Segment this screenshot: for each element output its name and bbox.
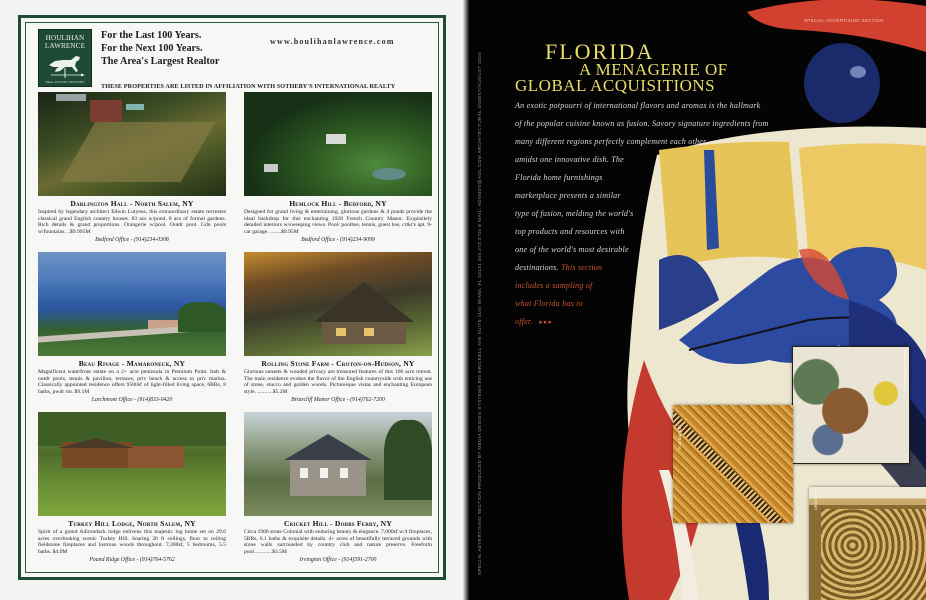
intro-line	[515, 313, 815, 331]
intro-line: many different regions perfectly complement each other	[515, 137, 707, 146]
listing-title: Beau Rivage - Mamaroneck, NY	[78, 359, 186, 368]
intro-highlight: offer.	[515, 317, 533, 326]
intro-paragraph	[515, 97, 815, 331]
listing-photo	[38, 252, 226, 356]
inset-label-mosaic: TILE MARKET	[678, 424, 682, 450]
logo-line-2: LAWRENCE	[44, 41, 86, 50]
right-page-editorial	[469, 0, 926, 600]
listing-description: Glorious sunsets & wooded privacy are treasured features of this 106 acre retreat. The main residence evokes the flavor of the English countryside with enticing use of stone, stucco and golden woods. Picturesque vistas and enchanting European style. ...........$5.2M	[244, 369, 432, 396]
tagline	[101, 29, 219, 68]
website-link[interactable]: www.houlihanlawrence.com	[270, 37, 395, 46]
intro-line: one of the world's most desirable	[515, 245, 629, 254]
vertical-credit-line: SPECIAL ADVERTISING SECTION PRODUCED BY MEDIA DESIGN SYSTEMS 800 BRICKELL AVE SUITE 1100 MIAMI, FL 33131 305.373.3700 E MAIL: ADSMDS@AOL.COM ARCHITECTURAL DIGEST/AUGUST 2000	[477, 52, 482, 575]
intro-highlight: what Florida has to	[515, 299, 583, 308]
listing-photo	[244, 92, 432, 196]
listing-office: Larchmont Office - (914)833-0420	[91, 396, 173, 403]
listing-office: Pound Ridge Office - (914)764-5762	[89, 556, 175, 563]
listing-photo	[38, 412, 226, 516]
continue-arrows-icon: ▸▸▸	[539, 318, 553, 326]
listing-description: Inspired by legendary architect Edwin Lutyens, this extraordinary estate recreates classical grand English country houses. 83 acs w/pond, 8 acs of formal gardens. Rich details & grand proportions. Orangerie w/pool. Outdr pool. Gdn pools w/fountains. ..$9.995M	[38, 209, 226, 236]
intro-line	[515, 259, 815, 277]
listing-office: Briarcliff Manor Office - (914)762-7200	[291, 396, 385, 403]
heading-global-acquisitions: GLOBAL ACQUISITIONS	[515, 76, 716, 95]
logo-line-1: HOULIHAN	[45, 34, 85, 42]
listing-title: Turkey Hill Lodge, North Salem, NY	[68, 519, 196, 528]
intro-highlight: includes a sampling of	[515, 281, 593, 290]
affiliation-notice: THESE PROPERTIES ARE LISTED IN AFFILIATION WITH SOTHEBY'S INTERNATIONAL REALTY	[101, 83, 396, 90]
horse-weathervane-icon	[43, 51, 87, 79]
listing-office: Irvington Office - (914)591-2700	[299, 556, 377, 563]
intro-text: destinations.	[515, 263, 559, 272]
listing-title: Darlington Hall - North Salem, NY	[70, 199, 194, 208]
listing-card	[38, 412, 226, 563]
inset-label-frame: ORNATE	[814, 494, 818, 510]
tagline-line-2: For the Next 100 Years.	[101, 43, 203, 54]
intro-line: An exotic potpourri of international flavors and aromas is the hallmark	[515, 101, 761, 110]
intro-line: type of fusion, melding the world's	[515, 209, 634, 218]
intro-line: amidst one innovative dish. The	[515, 155, 624, 164]
ad-frame-inner	[25, 22, 439, 573]
listing-description: Circa 1900 stone Colonial with enduring beauty & elegance. 7,000sf w/4 fireplaces, 5BRs, 6.1 baths & exquisite details. 4+ acres of beautifully terraced grounds with stone walls surrounded by country club and nature preserve. Freeform pool.............$3.5M	[244, 529, 432, 556]
listing-card	[244, 252, 432, 403]
listing-title: Hemlock Hill - Bedford, NY	[289, 199, 387, 208]
listing-photo	[244, 252, 432, 356]
inset-ornate-frame-photo	[809, 487, 926, 600]
heading-florida: FLORIDA	[545, 39, 655, 64]
listing-card	[38, 252, 226, 403]
inset-fabric-photo	[792, 346, 910, 464]
inset-mosaic-photo	[673, 405, 793, 523]
listing-description: Designed for grand living & entertaining, glorious gardens & 4 ponds provide the ideal backdrop for this enchanting 1928 French Country Manor. Exquisitely detailed interiors w/sweeping views. Pool/ poolhse, tennis, guest hse, crtkr's apt. 9-car garage. ........$9.95M	[244, 209, 432, 236]
listing-card	[244, 412, 432, 563]
listing-description: Spirit of a grand Adirondack lodge enlivens this majestic log home set on 29.6 acres overlooking scenic Turkey Hill. Soaring 26 ft ceilings, floor to ceiling fieldstone fireplaces and lustrous woods throughout. 7,300sf, 5 bedrooms, 5.5 baths. $4.9M	[38, 529, 226, 556]
houlihan-lawrence-logo	[38, 29, 92, 87]
heading-menagerie: A MENAGERIE OF	[579, 60, 728, 79]
listing-description: Magnificent waterfront estate on a 2+ acre peninsula in Premium Point. Indr & outdr pools, tennis & pavilion, terraces, priv beach & access to priv marina. Classically appointed residence offers 9500sf of light-filled living space, 6BRs, 8 baths, pwdr rm. $9.1M	[38, 369, 226, 396]
special-advertising-label: SPECIAL ADVERTISING SECTION	[804, 18, 884, 23]
listing-title: Cricket Hill - Dobbs Ferry, NY	[283, 519, 393, 528]
ad-frame	[18, 15, 446, 580]
listing-card	[38, 92, 226, 243]
listing-card	[244, 92, 432, 243]
listing-office: Bedford Office - (914)234-0308	[95, 236, 169, 243]
logo-text	[39, 30, 91, 50]
intro-highlight: This section	[558, 263, 603, 272]
tagline-line-1: For the Last 100 Years.	[101, 30, 202, 41]
intro-line: top products and resources with	[515, 227, 625, 236]
intro-line: of the popular cuisine known as fusion. Savory signature ingredients from	[515, 119, 769, 128]
listing-photo	[244, 412, 432, 516]
logo-subtitle: REAL ESTATE CENTERS	[45, 80, 85, 84]
listing-photo	[38, 92, 226, 196]
intro-line: Florida home furnishings	[515, 173, 603, 182]
listing-title: Rolling Stone Farm - Croton-on-Hudson, NY	[261, 359, 415, 368]
listing-office: Bedford Office - (914)234-9099	[301, 236, 375, 243]
inset-label-fabric: DESIGN IMPRESSIONS	[903, 350, 907, 393]
intro-line: marketplace presents a similar	[515, 191, 621, 200]
tagline-line-3: The Area's Largest Realtor	[101, 56, 220, 67]
